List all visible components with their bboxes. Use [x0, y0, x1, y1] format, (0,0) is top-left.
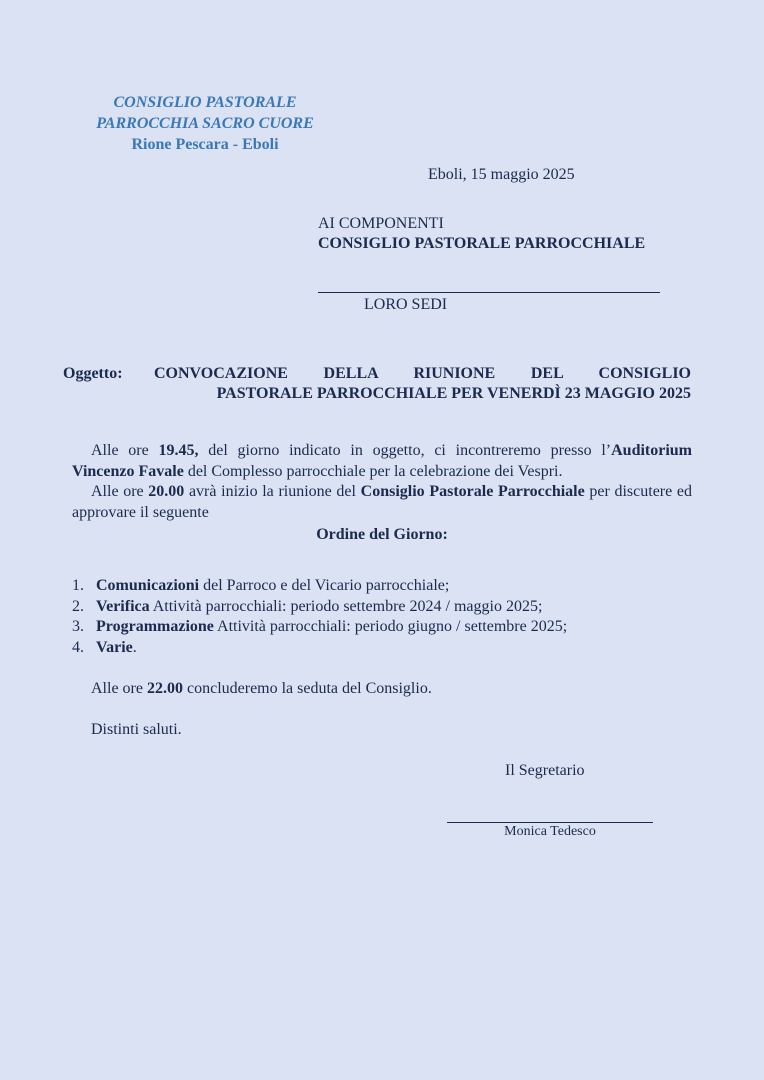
paragraph1-text2: del giorno indicato in oggetto, ci incontreremo presso l’ [198, 442, 612, 459]
addressee-line2: CONSIGLIO PASTORALE PARROCCHIALE [318, 235, 646, 252]
paragraph2-text1: Alle ore [91, 483, 149, 500]
agenda-number: 3. [72, 618, 84, 635]
paragraph-vespers [72, 441, 692, 482]
agenda-item [72, 576, 567, 597]
signature-title: Il Segretario [505, 762, 585, 779]
closing-text1: Alle ore [91, 680, 147, 697]
paragraph2-text3: per discutere ed approvare il seguente [72, 483, 692, 521]
paragraph1-text3: del Complesso parrocchiale per la celebrazione dei Vespri. [183, 462, 563, 480]
addressee-line3: LORO SEDI [364, 296, 448, 313]
closing-time: 22.00 [146, 680, 183, 697]
closing-sentence [91, 680, 432, 698]
agenda-keyword: Verifica [96, 597, 150, 615]
letterhead [60, 92, 350, 155]
greeting: Distinti saluti. [91, 721, 182, 738]
paragraph2-text2: avrà inizio la riunione del [184, 483, 361, 500]
agenda-text: . [132, 638, 137, 656]
addressee-block [318, 214, 645, 254]
letterhead-parish: PARROCCHIA SACRO CUORE [96, 115, 314, 132]
agenda-text: Attività parrocchiali: periodo settembre 2024 / maggio 2025; [149, 597, 543, 615]
addressee-divider [318, 292, 660, 293]
agenda-text: Attività parrocchiali: periodo giugno / settembre 2025; [213, 618, 568, 635]
agenda-number: 2. [72, 597, 84, 615]
agenda-item [72, 638, 567, 659]
agenda-item [72, 617, 567, 638]
auditorium-name: Auditorium Vincenzo Favale [72, 442, 693, 480]
agenda-keyword: Programmazione [96, 618, 214, 635]
addressee-line1: AI COMPONENTI [318, 215, 444, 232]
letterhead-location: Rione Pescara - Eboli [131, 136, 279, 153]
subject-label: Oggetto: [63, 365, 123, 382]
subject-line2: PASTORALE PARROCCHIALE PER VENERDÌ 23 MAGGIO 2025 [216, 385, 691, 402]
letterhead-council: CONSIGLIO PASTORALE [113, 94, 297, 111]
vespers-time: 19.45, [158, 442, 199, 459]
signature-line [447, 822, 653, 823]
signature-name: Monica Tedesco [504, 824, 596, 839]
letter-body [72, 441, 692, 546]
meeting-time: 20.00 [148, 483, 185, 500]
agenda-keyword: Varie [96, 638, 133, 656]
paragraph-meeting [72, 482, 692, 523]
agenda-title: Ordine del Giorno: [316, 526, 448, 543]
agenda-text: del Parroco e del Vicario parrocchiale; [199, 577, 450, 594]
paragraph1-text1: Alle ore [91, 442, 159, 459]
agenda-list [72, 576, 567, 658]
subject-line1: CONVOCAZIONE DELLA RIUNIONE DEL CONSIGLIO [154, 365, 691, 382]
agenda-number: 4. [72, 638, 84, 656]
agenda-item [72, 597, 567, 618]
agenda-keyword: Comunicazioni [96, 577, 200, 594]
subject-block [63, 364, 691, 404]
closing-text2: concluderemo la seduta del Consiglio. [182, 680, 432, 697]
agenda-number: 1. [72, 577, 84, 594]
council-name: Consiglio Pastorale Parrocchiale [360, 483, 585, 500]
letter-date: Eboli, 15 maggio 2025 [428, 166, 575, 183]
